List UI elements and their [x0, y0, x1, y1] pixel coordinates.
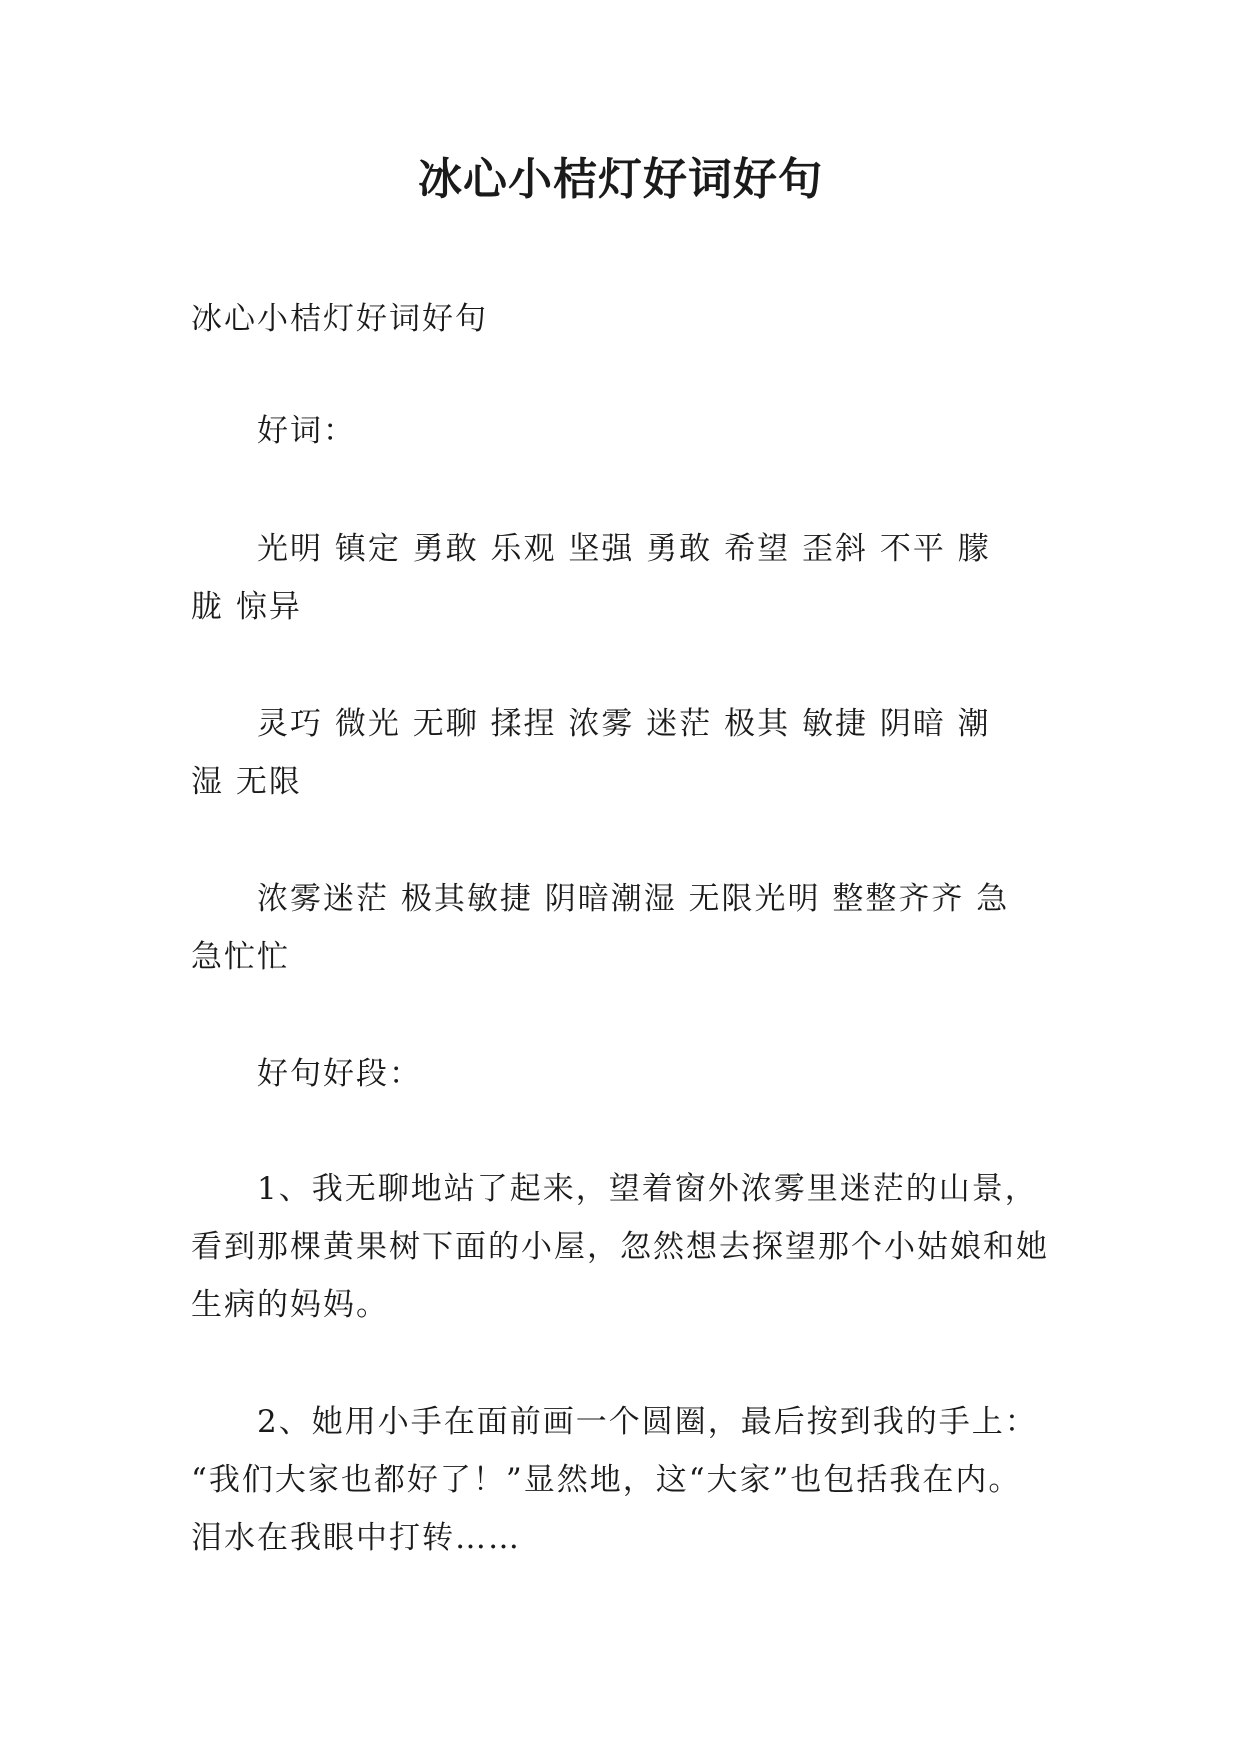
- good-sentences-heading-text: 好句好段：: [257, 1056, 422, 1092]
- word-group-line: 光明 镇定 勇敢 乐观 坚强 勇敢 希望 歪斜 不平 朦: [257, 531, 991, 567]
- subtitle-text: 冰心小桔灯好词好句: [191, 301, 488, 337]
- document-title: 冰心小桔灯好词好句: [418, 154, 823, 205]
- sentence-line: 1、我无聊地站了起来，望着窗外浓雾里迷茫的山景，: [257, 1171, 1038, 1207]
- good-words-heading: [191, 402, 1071, 460]
- sentence-line: 2、她用小手在面前画一个圆圈，最后按到我的手上：: [257, 1404, 1038, 1440]
- sentence-paragraph: [191, 1160, 1071, 1334]
- sentence-line: 泪水在我眼中打转……: [191, 1520, 521, 1556]
- good-sentences-heading: [191, 1045, 1071, 1103]
- word-group-line: 湿 无限: [191, 764, 302, 800]
- word-group-paragraph: [191, 695, 1071, 811]
- word-group-line: 急忙忙: [191, 939, 290, 975]
- subtitle-paragraph: [191, 290, 1071, 348]
- word-group-line: 灵巧 微光 无聊 揉捏 浓雾 迷茫 极其 敏捷 阴暗 潮: [257, 706, 991, 742]
- sentence-line: “我们大家也都好了！”显然地，这“大家”也包括我在内。: [191, 1462, 1022, 1498]
- sentence-line: 生病的妈妈。: [191, 1287, 389, 1323]
- word-group-line: 浓雾迷茫 极其敏捷 阴暗潮湿 无限光明 整整齐齐 急: [257, 881, 1010, 917]
- word-group-paragraph: [191, 520, 1071, 636]
- word-group-line: 胧 惊异: [191, 589, 302, 625]
- word-group-paragraph: [191, 870, 1071, 986]
- good-words-heading-text: 好词：: [257, 413, 356, 449]
- sentence-line: 看到那棵黄果树下面的小屋，忽然想去探望那个小姑娘和她: [191, 1229, 1049, 1265]
- sentence-paragraph: [191, 1393, 1071, 1567]
